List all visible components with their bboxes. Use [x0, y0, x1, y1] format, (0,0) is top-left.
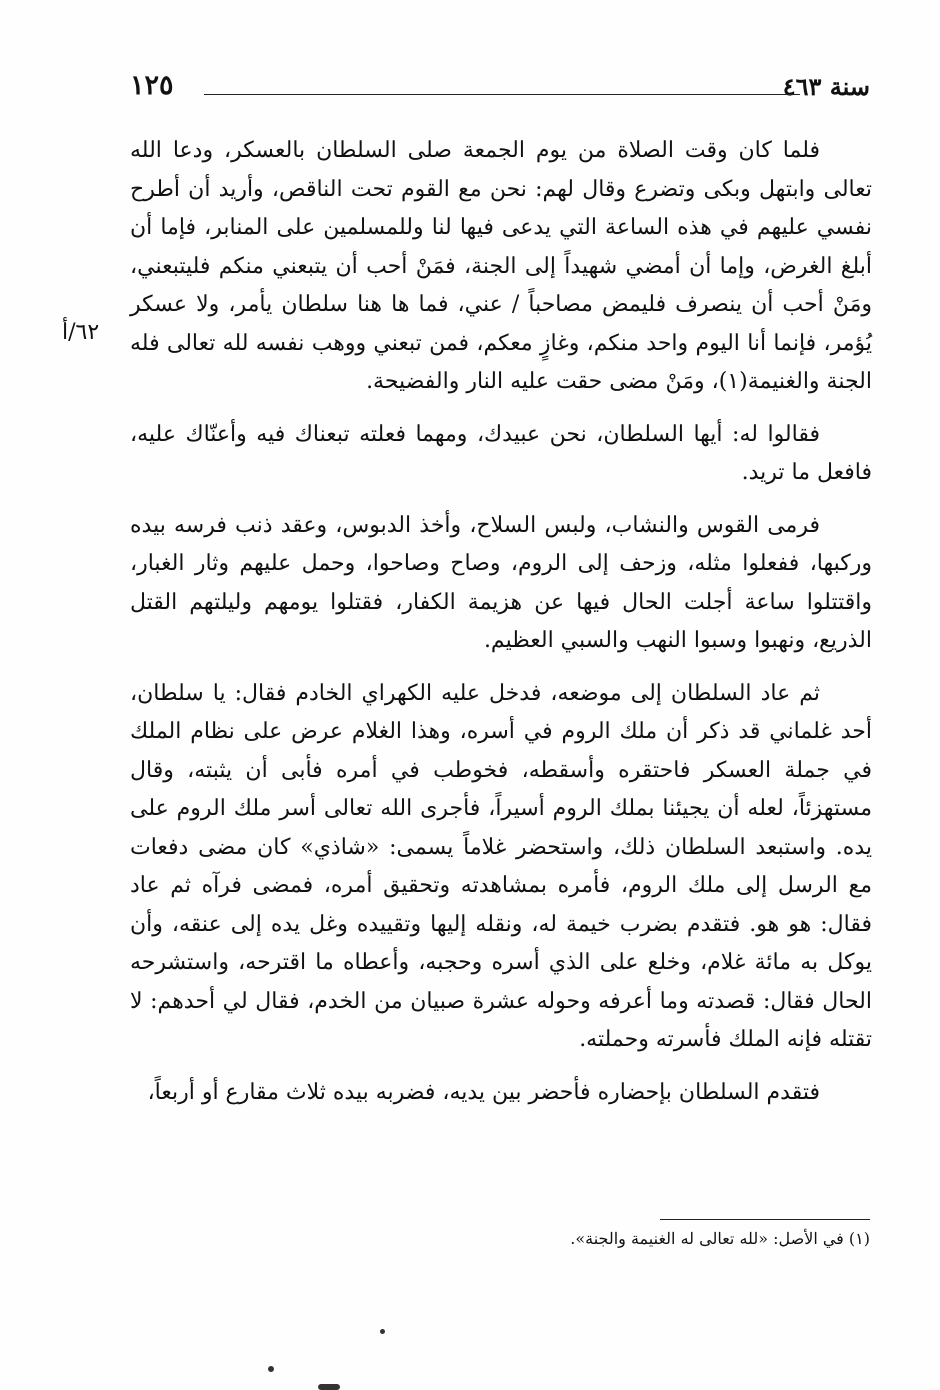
body-text — [130, 132, 872, 1112]
footnote-rule — [660, 1219, 870, 1220]
paragraph-4: ثم عاد السلطان إلى موضعه، فدخل عليه الكهراي الخادم فقال: يا سلطان، أحد غلماني قد ذكر أن ملك الروم في أسره، وهذا الغلام عرض على نظام الملك في جملة العسكر فاحتقره وأسقطه، فخوطب في أمره فأبى أن يثبته، وقال مستهزئاً، لعله أن يجيئنا بملك الروم أسيراً، فأجرى الله تعالى أسر ملك الروم على يده. واستبعد السلطان ذلك، واستحضر غلاماً يسمى: «شاذي» كان مضى دفعات مع الرسل إلى ملك الروم، فأمره بمشاهدته وتحقيق أمره، فمضى فرآه ثم عاد فقال: هو هو. فتقدم بضرب خيمة له، ونقله إليها وتقييده وغل يده إلى عنقه، وأن يوكل به مائة غلام، وخلع على الذي أسره وحجبه، وأعطاه ما اقترحه، واستشرحه الحال فقال: قصدته وما أعرفه وحوله عشرة صبيان من الخدم، فقال لي أحدهم: لا تقتله فإنه الملك فأسرته وحملته. — [130, 680, 872, 1052]
paragraph-5: فتقدم السلطان بإحضاره فأحضر بين يديه، فضربه بيده ثلاث مقارع أو أربعاً، — [147, 1079, 820, 1105]
page-header — [130, 70, 870, 106]
paragraph-3: فرمى القوس والنشاب، ولبس السلاح، وأخذ الدبوس، وعقد ذنب فرسه بيده وركبها، ففعلوا مثله، وزحف إلى الروم، وصاح وصاحوا، وحمل عليهم وثار الغبار، واقتتلوا ساعة أجلت الحال فيها عن هزيمة الكفار، فقتلوا يومهم وليلتهم القتل الذريع، ونهبوا وسبوا النهب والسبي العظيم. — [130, 512, 872, 653]
footnote: (١) في الأصل: «لله تعالى له الغنيمة والجنة». — [570, 1229, 870, 1248]
margin-folio-note: ٦٢/أ — [62, 320, 100, 345]
scan-speck — [318, 1384, 340, 1390]
paragraph-2: فقالوا له: أيها السلطان، نحن عبيدك، ومهما فعلته تبعناك فيه وأعنّاك عليه، فافعل ما تريد. — [130, 421, 872, 485]
header-rule — [204, 94, 800, 95]
paragraph-1: فلما كان وقت الصلاة من يوم الجمعة صلى السلطان بالعسكر، ودعا الله تعالى وابتهل وبكى وتضرع وقال لهم: نحن مع القوم تحت الناقص، وأريد أن أطرح نفسي عليهم في هذه الساعة التي يدعى فيها لنا وللمسلمين على المنابر، فإما أن أبلغ الغرض، وإما أن أمضي شهيداً إلى الجنة، فمَنْ أحب أن يتبعني منكم فليتبعني، ومَنْ أحب أن ينصرف فليمض مصاحباً / عني، فما ها هنا سلطان يأمر، ولا عسكر يُؤمر، فإنما أنا اليوم واحد منكم، وغازٍ معكم، فمن تبعني ووهب نفسه لله تعالى فله الجنة والغنيمة(١)، ومَنْ مضى حقت عليه النار والفضيحة. — [130, 138, 872, 394]
page-number: ١٢٥ — [130, 70, 174, 101]
running-head: سنة ٤٦٣ — [782, 72, 870, 101]
scan-speck — [380, 1329, 385, 1334]
scan-speck — [268, 1366, 274, 1372]
